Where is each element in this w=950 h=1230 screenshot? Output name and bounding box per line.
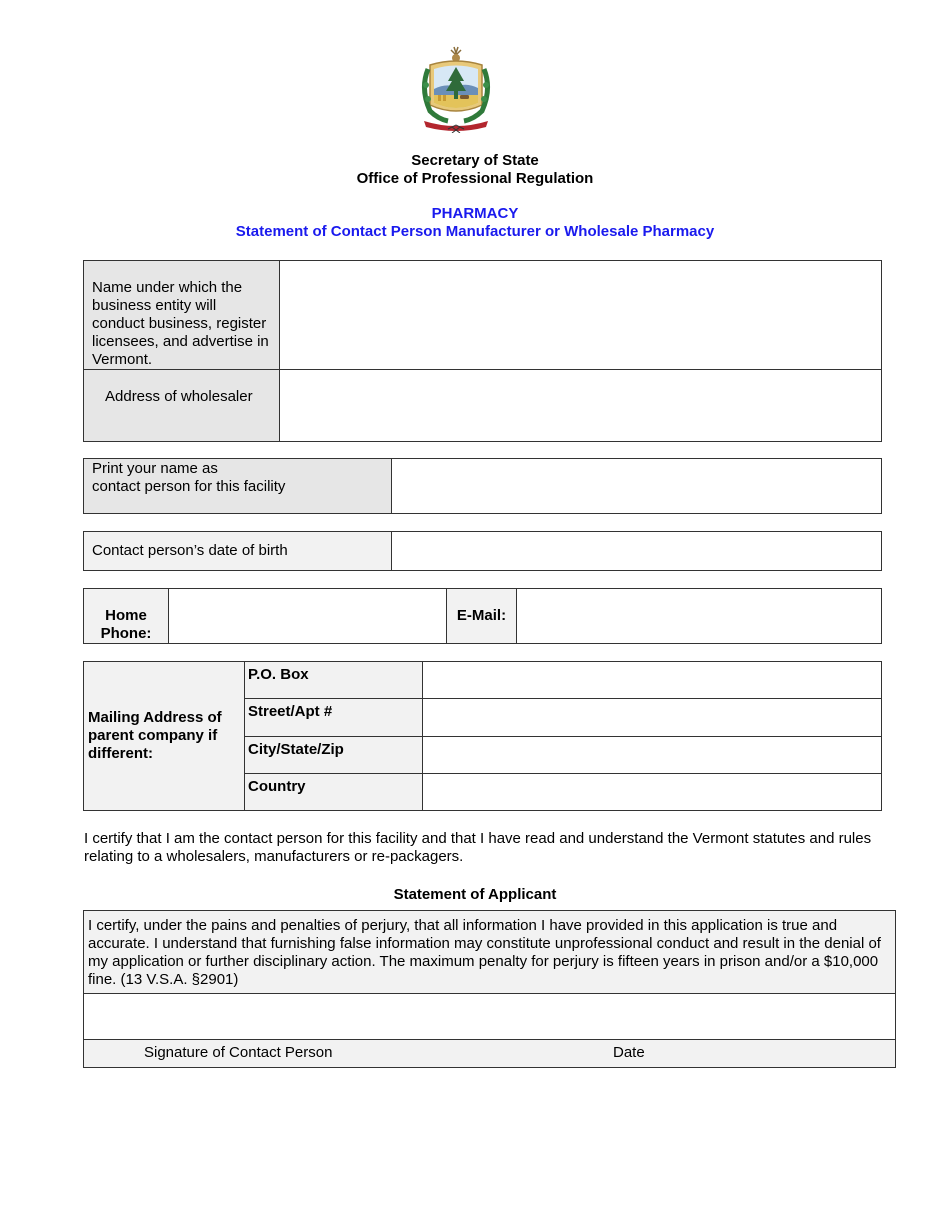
mailing-address-table (83, 661, 882, 811)
home-phone-label-line2: Phone: (100, 625, 152, 642)
statement-title: Statement of Applicant (393, 886, 557, 903)
country-label: Country (245, 774, 423, 811)
email-label: E-Mail: (447, 589, 517, 644)
business-name-field[interactable] (280, 261, 882, 370)
po-box-field[interactable] (423, 662, 882, 699)
business-name-label: Name under which the business entity will conduct business, register licensees, and advertise in Vermont. (84, 261, 280, 370)
contact-name-label-line1: Print your name as (92, 460, 218, 477)
dob-label: Contact person’s date of birth (84, 532, 392, 571)
wholesaler-address-field[interactable] (280, 370, 882, 442)
dob-table (83, 531, 882, 571)
dob-field[interactable] (392, 532, 882, 571)
statement-table (83, 910, 896, 1068)
agency-name: Secretary of State (411, 152, 539, 169)
phone-email-table (83, 588, 882, 644)
program-title: PHARMACY (431, 205, 519, 222)
signature-labels-row (84, 1040, 896, 1068)
home-phone-field[interactable] (169, 589, 447, 644)
street-field[interactable] (423, 699, 882, 737)
office-name: Office of Professional Regulation (356, 170, 594, 187)
vermont-seal-icon (418, 45, 494, 133)
signature-label: Signature of Contact Person (144, 1044, 333, 1061)
certification-text: I certify that I am the contact person for this facility and that I have read and understand the Vermont statutes and rules relating to a wholesalers, manufacturers or re-packagers. (84, 830, 872, 865)
contact-name-label-line2: contact person for this facility (92, 478, 286, 495)
home-phone-label (84, 589, 169, 644)
po-box-label: P.O. Box (245, 662, 423, 699)
contact-name-label (84, 459, 392, 514)
date-label: Date (613, 1044, 645, 1061)
wholesaler-address-label: Address of wholesaler (84, 370, 280, 442)
street-label: Street/Apt # (245, 699, 423, 737)
email-field[interactable] (517, 589, 882, 644)
city-state-zip-label: City/State/Zip (245, 737, 423, 774)
contact-name-field[interactable] (392, 459, 882, 514)
city-state-zip-field[interactable] (423, 737, 882, 774)
signature-field[interactable] (84, 994, 896, 1040)
mailing-address-label: Mailing Address of parent company if different: (84, 662, 245, 811)
country-field[interactable] (423, 774, 882, 811)
perjury-statement: I certify, under the pains and penalties of perjury, that all information I have provided in this application is true and accurate. I understand that furnishing false information may constitute unprofessional conduct and result in the denial of my application or further disciplinary action. The maximum penalty for perjury is fifteen years in prison and/or a $10,000 fine. (13 V.S.A. §2901) (84, 911, 896, 994)
home-phone-label-line1: Home (105, 607, 147, 624)
business-table (83, 260, 882, 442)
form-title: Statement of Contact Person Manufacturer or Wholesale Pharmacy (235, 223, 715, 240)
contact-name-table (83, 458, 882, 514)
